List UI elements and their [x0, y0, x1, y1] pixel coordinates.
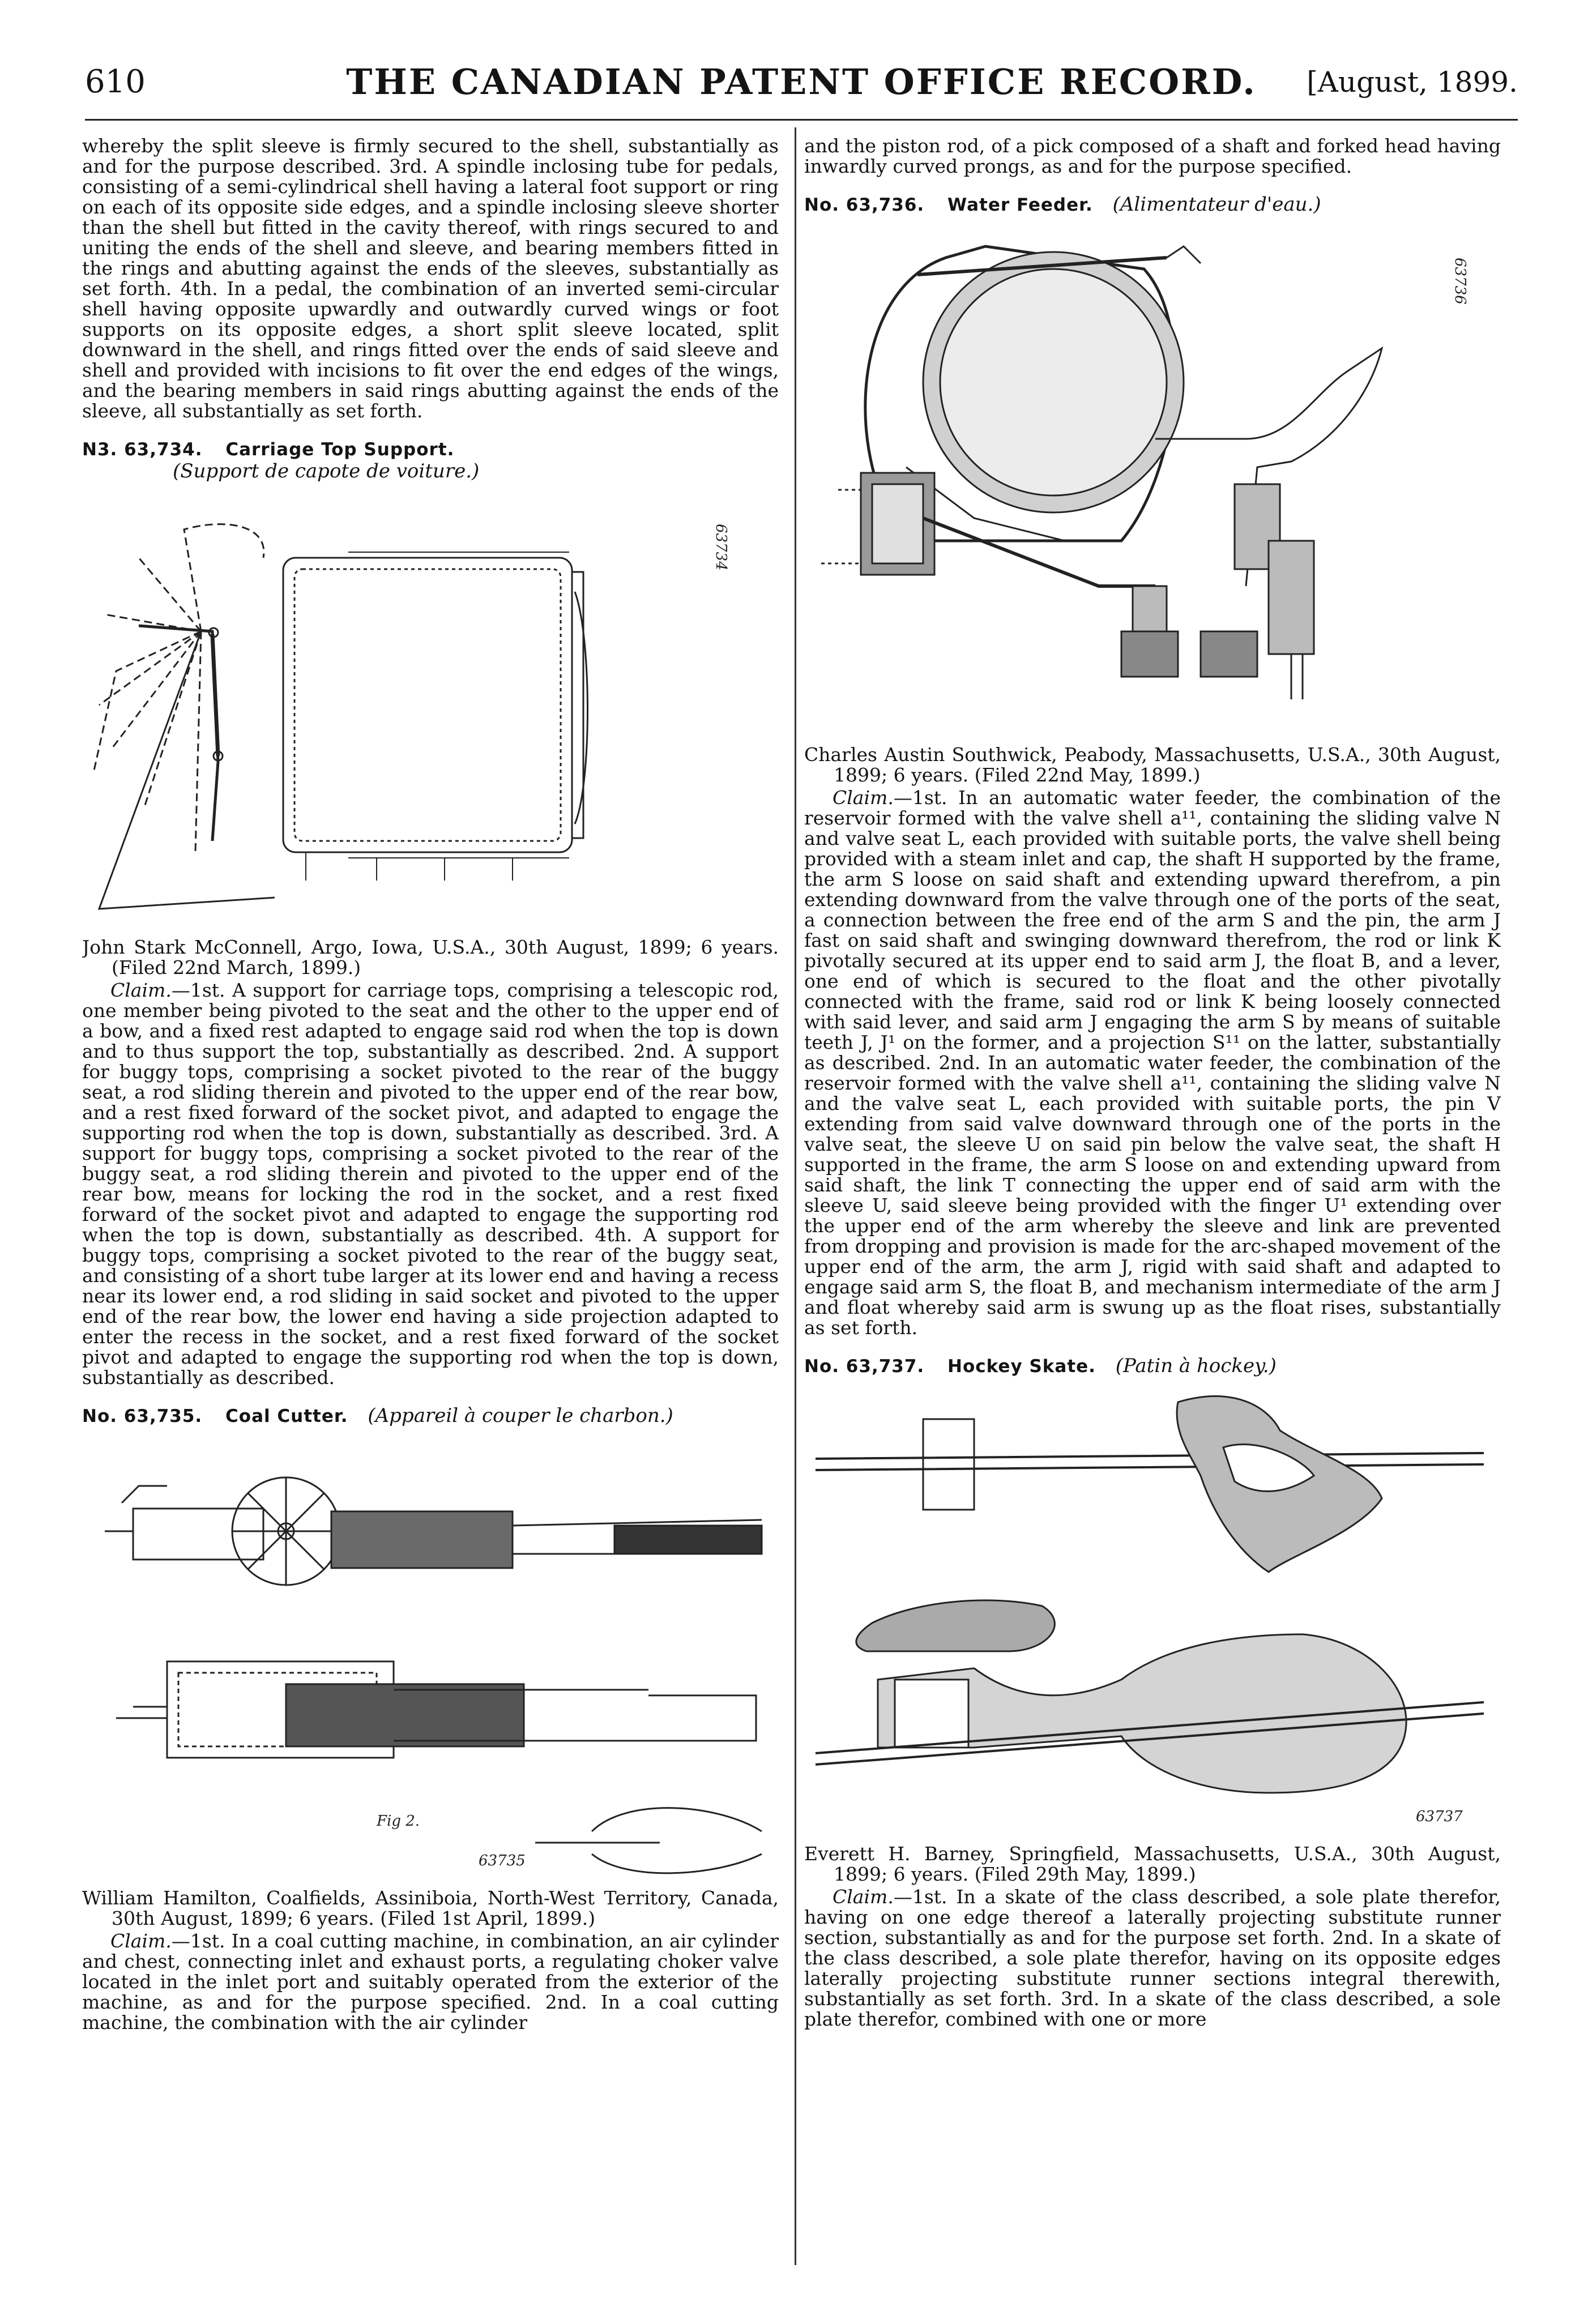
hockey-skate-drawing [804, 1385, 1501, 1832]
patent-french-title: (Alimentateur d'eau.) [1112, 193, 1321, 216]
claim-text: —1st. In a skate of the class described, a sole plate therefor, having on one edge thereof a laterally projecting substitute runner section, substantially as and for the purpose set forth. 2nd. In a skate of the class described, a sole plate therefor, having on its opposite edges laterally projecting substitute runner sections integral therewith, substantially as set forth. 3rd. In a skate of the class described, a sole plate therefor, combined with one or more [804, 1886, 1501, 2030]
issue-date: [August, 1899. [1307, 66, 1518, 99]
claim-label: Claim. [110, 1930, 172, 1952]
figure-number: 63735 [479, 1852, 526, 1869]
coal-cutter-drawing [82, 1435, 779, 1877]
page-header [85, 57, 1518, 108]
patent-title: Coal Cutter. [225, 1406, 348, 1426]
column-divider [795, 127, 796, 2265]
claim-label: Claim. [833, 1886, 894, 1908]
right-column [804, 136, 1501, 2271]
figure-number: 63737 [1416, 1808, 1463, 1825]
left-column [82, 136, 779, 2271]
claim-paragraph [82, 1931, 779, 2033]
patent-title: Carriage Top Support. [225, 439, 455, 460]
patent-number: No. 63,736. [804, 195, 925, 215]
patent-number: N3. 63,734. [82, 439, 203, 460]
inventor-line: Everett H. Barney, Springfield, Massachusetts, U.S.A., 30th August, 1899; 6 years. (Filed 29th May, 1899.) [804, 1843, 1501, 1885]
water-feeder-figure [804, 224, 1501, 733]
inventor-line: John Stark McConnell, Argo, Iowa, U.S.A., 30th August, 1899; 6 years. (Filed 22nd March, 1899.) [82, 936, 779, 979]
continued-claim-text: and the piston rod, of a pick composed of a shaft and forked head having inwardly curved prongs, as and for the purpose specified. [804, 136, 1501, 177]
figure-number: 63736 [1452, 258, 1469, 305]
continued-claim-text: whereby the split sleeve is firmly secured to the shell, substantially as and for the purpose described. 3rd. A spindle inclosing tube for pedals, consisting of a semi-cylindrical shell having a lateral foot support or ring on each of its opposite side edges, and a spindle inclosing sleeve shorter than the shell but fitted in the cavity thereof, with rings secured to and uniting the ends of the shell and sleeve, and bearing members fitted in the rings and abutting against the ends of the sleeves, substantially as set forth. 4th. In a pedal, the combination of an inverted semi-circular shell having opposite upwardly and outwardly curved wings or foot supports on its opposite edges, a short split sleeve located, split downward in the shell, and rings fitted over the ends of said sleeve and shell and provided with incisions to fit over the end edges of the wings, and the bearing members in said rings abutting against the ends of the sleeve, all substantially as set forth. [82, 136, 779, 422]
water-feeder-drawing [804, 224, 1501, 733]
page-number: 610 [85, 63, 146, 100]
claim-paragraph [82, 980, 779, 1388]
claim-label: Claim. [833, 787, 894, 809]
patent-number: No. 63,737. [804, 1356, 925, 1377]
patent-title: Water Feeder. [947, 195, 1093, 215]
figure-number: 63734 [712, 524, 729, 571]
coal-cutter-figure [82, 1435, 779, 1877]
claim-text: —1st. In a coal cutting machine, in combination, an air cylinder and chest, connecting inlet and exhaust ports, a regulating choker valve located in the inlet port and suitably operated from the exterior of the machine, as and for the purpose specified. 2nd. In a coal cutting machine, the combination with the air cylinder [82, 1930, 779, 2034]
patent-french-title: (Support de capote de voiture.) [173, 460, 480, 482]
header-rule [85, 119, 1518, 121]
patent-number: No. 63,735. [82, 1406, 203, 1426]
patent-title: Hockey Skate. [947, 1356, 1096, 1377]
carriage-top-drawing [82, 490, 779, 926]
inventor-line: Charles Austin Southwick, Peabody, Massachusetts, U.S.A., 30th August, 1899; 6 years. (Filed 22nd May, 1899.) [804, 744, 1501, 786]
patent-heading-63737 [804, 1355, 1501, 1377]
claim-label: Claim. [110, 979, 172, 1001]
claim-paragraph [804, 788, 1501, 1338]
claim-text: —1st. A support for carriage tops, comprising a telescopic rod, one member being pivoted to the seat and the other to the upper end of a bow, and a fixed rest adapted to engage said rod when the top is down and to thus support the top, substantially as described. 2nd. A support for buggy tops, comprising a socket pivoted to the rear of the buggy seat, a rod sliding therein and pivoted to the upper end of the rear bow, and a rest fixed forward of the socket pivot, and adapted to engage the supporting rod when the top is down, substantially as described. 3rd. A support for buggy tops, comprising a socket pivoted to the rear of the buggy seat, a rod sliding therein and pivoted to the upper end of the rear bow, means for locking the rod in the socket, and a rest fixed forward of the socket pivot and adapted to engage the supporting rod when the top is down, substantially as described. 4th. A support for buggy tops, comprising a socket pivoted to the rear of the buggy seat, and consisting of a short tube larger at its lower end and having a recess near its lower end, a rod sliding in said socket and pivoted to the upper end of the rear bow, the lower end having a side projection adapted to enter the recess in the socket, and a rest fixed forward of the socket pivot and adapted to engage the supporting rod when the top is down, substantially as described. [82, 979, 779, 1389]
journal-title: THE CANADIAN PATENT OFFICE RECORD. [346, 61, 1257, 102]
inventor-line: William Hamilton, Coalfields, Assiniboia, North-West Territory, Canada, 30th August, 1899; 6 years. (Filed 1st April, 1899.) [82, 1887, 779, 1929]
patent-heading-63736 [804, 194, 1501, 216]
claim-paragraph [804, 1887, 1501, 2030]
carriage-top-figure [82, 490, 779, 926]
figure-caption: Fig 2. [377, 1813, 420, 1830]
patent-heading-63735 [82, 1405, 779, 1427]
patent-heading-63734 [82, 438, 779, 482]
patent-french-title: (Patin à hockey.) [1115, 1355, 1277, 1377]
patent-french-title: (Appareil à couper le charbon.) [368, 1404, 673, 1427]
claim-text: —1st. In an automatic water feeder, the combination of the reservoir formed with the valve shell a¹¹, containing the sliding valve N and valve seat L, each provided with suitable ports, the valve shell being provided with a steam inlet and cap, the shaft H supported by the frame, the arm S loose on said shaft and extending upward therefrom, a pin extending downward from the valve through one of the ports of the seat, a connection between the free end of the arm S and the pin, the arm J fast on said shaft and swinging downward therefrom, the rod or link K pivotally secured at its upper end to said arm J, the float B, and a lever, one end of which is secured to the float and the other pivotally connected with the frame, said rod or link K being loosely connected with said lever, and said arm J engaging the arm S by means of suitable teeth J, J¹ on the former, and a projection S¹¹ on the latter, substantially as described. 2nd. In an automatic water feeder, the combination of the reservoir formed with the valve shell a¹¹, containing the sliding valve N and the valve seat L, each provided with suitable ports, the pin V extending from said valve downward through one of the ports in the valve seat, the sleeve U on said pin below the valve seat, the shaft H supported in the frame, the arm S loose on and extending upward from said shaft, the link T connecting the upper end of said arm with the sleeve U, said sleeve being provided with the finger U¹ extending over the upper end of the arm whereby the sleeve and link are prevented from dropping and provision is made for the arc-shaped movement of the upper end of the arm, the arm J, rigid with said shaft and adapted to engage said arm S, the float B, and mechanism intermediate of the arm J and float whereby said arm is swung up as the float rises, substantially as set forth. [804, 787, 1501, 1339]
hockey-skate-figure [804, 1385, 1501, 1832]
